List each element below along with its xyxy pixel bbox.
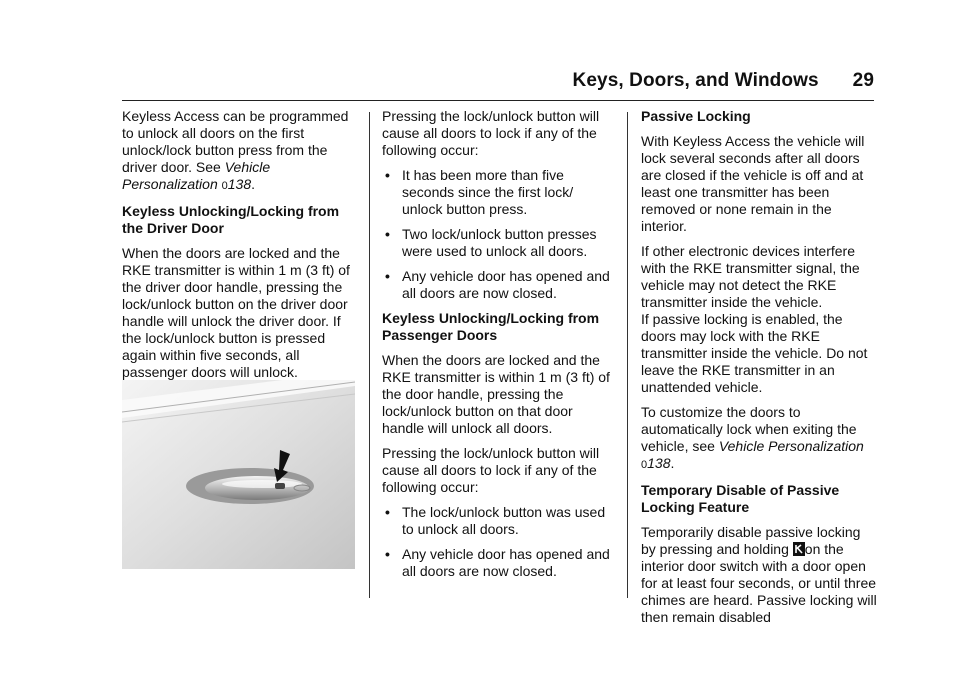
bullet-list [382,167,614,302]
paragraph: If passive locking is enabled, the doors may lock with the RKE transmitter inside the vehicle. Do not leave the RKE transmitter in an unattended vehicle. [641,311,868,395]
paragraph-text: on the interior door switch with a door open for at least four seconds, or until three chimes are heard. Passive locking will then remain disabled [641,541,877,625]
list-item: • Two lock/unlock button presses were used to unlock all doors. [382,226,614,260]
paragraph-text: Keyless Access can be programmed to unlock all doors on the first unlock/lock button press from the driver door. See [122,108,349,175]
cross-reference-link[interactable]: Vehicle Personalization [122,159,271,192]
section-title: Keys, Doors, and Windows [572,70,819,91]
paragraph: When the doors are locked and the RKE transmitter is within 1 m (3 ft) of the driver door handle, pressing the lock/unlock button on the driver door handle will unlock the driver door. If the lock/unlock button is pressed again within five seconds, all passenger doors will unlock. [122,245,350,380]
paragraph [641,404,877,474]
section-heading: Passive Locking [641,108,751,124]
paragraph: Pressing the lock/unlock button will cause all doors to lock if any of the following occur: [382,108,600,158]
page-arrow-symbol: 0 [221,180,228,192]
paragraph [641,524,877,626]
section-heading: Keyless Unlocking/Locking from Passenger Doors [382,310,600,343]
column-2 [382,108,614,588]
paragraph: Pressing the lock/unlock button will cause all doors to lock if any of the following occur: [382,445,600,495]
column-1 [122,108,358,389]
section-heading: Temporary Disable of Passive Locking Feature [641,482,840,515]
column-3 [641,108,877,634]
list-item: • The lock/unlock button was used to unlock all doors. [382,504,614,538]
section-heading: Keyless Unlocking/Locking from the Driver Door [122,203,340,236]
door-handle-button-photo [122,380,355,569]
page-header [573,70,874,92]
header-rule [122,100,874,101]
page-number: 29 [852,70,874,91]
list-item: • It has been more than five seconds since the first lock/ unlock button press. [382,167,614,218]
paragraph: When the doors are locked and the RKE transmitter is within 1 m (3 ft) of the door handle, pressing the lock/unlock button on that door handle will unlock all doors. [382,352,610,436]
column-divider [369,112,370,598]
column-divider [627,112,628,598]
paragraph-text: Temporarily disable passive locking by pressing and holding [641,524,861,557]
list-item: • Any vehicle door has opened and all doors are now closed. [382,546,614,580]
list-item: • Any vehicle door has opened and all doors are now closed. [382,268,614,302]
paragraph: With Keyless Access the vehicle will lock several seconds after all doors are closed if the vehicle is off and at least one transmitter has been removed or none remain in the interior. [641,133,865,234]
key-lock-icon [793,542,805,556]
bullet-list [382,504,614,580]
paragraph [122,108,358,195]
paragraph: If other electronic devices interfere with the RKE transmitter signal, the vehicle may not detect the RKE transmitter inside the vehicle. [641,243,860,310]
cross-reference-page[interactable]: 138 [647,455,671,471]
punctuation: . [670,455,675,471]
page-arrow-symbol: 0 [641,459,648,471]
punctuation: . [251,176,255,192]
cross-reference-page[interactable]: 138 [227,176,252,192]
paragraph-text: To customize the doors to automatically lock when exiting the vehicle, see [641,404,857,454]
cross-reference-link[interactable]: Vehicle Personalization [718,438,864,454]
